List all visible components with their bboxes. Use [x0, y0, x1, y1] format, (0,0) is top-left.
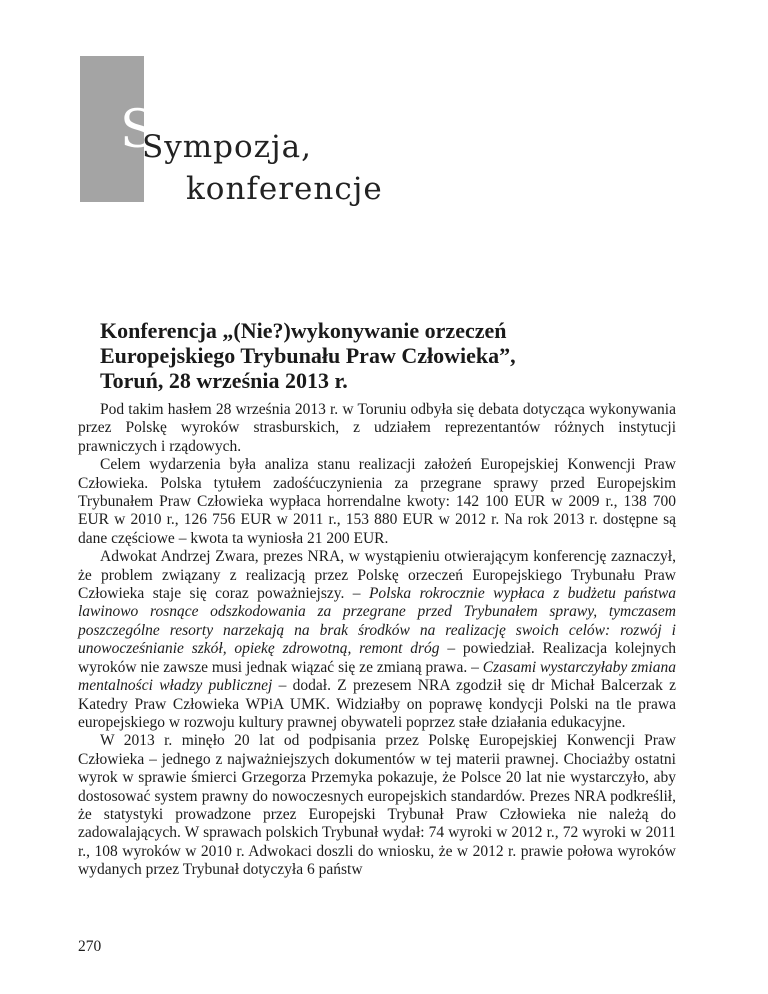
article-body [78, 401, 676, 880]
quote-italic-2: Czasami wystarczyłaby zmiana mentalności władzy publicznej [78, 658, 676, 695]
section-initial-letter: S [120, 100, 156, 160]
article-title [100, 318, 516, 393]
paragraph-3-part-b: – powiedział. Realizacja kolejnych wyroków nie zawsze musi jednak wiązać się ze zmianą prawa. – [78, 640, 676, 676]
paragraph-1: Pod takim hasłem 28 września 2013 r. w Toruniu odbyła się debata dotycząca wykonywania przez Polskę wyroków strasburskich, z udziałem reprezentantów różnych instytucji prawniczych i rządowych. [78, 401, 676, 455]
article-title-line2: Europejskiego Trybunału Praw Człowieka”, [100, 343, 516, 368]
section-title-line1: Sympozja, [142, 129, 312, 165]
paragraph-3-part-a: Adwokat Andrzej Zwara, prezes NRA, w wystąpieniu otwierającym konferencję zaznaczył, że problem związany z realizacją przez Polskę orzeczeń Europejskiego Trybunału Praw Człowieka staje się coraz poważniejszy. – [78, 548, 676, 603]
article-title-line3: Toruń, 28 września 2013 r. [100, 368, 348, 393]
paragraph-2: Celem wydarzenia była analiza stanu realizacji założeń Europejskiej Konwencji Praw Człowieka. Polska tytułem zadośćuczynienia za przegrane sprawy przed Europejskim Trybunałem Praw Człowieka wypłaca horrendalne kwoty: 142 100 EUR w 2009 r., 138 700 EUR w 2010 r., 126 756 EUR w 2011 r., 153 880 EUR w 2012 r. Na rok 2013 r. dostępne są dane częściowe – kwota ta wyniosła 21 200 EUR. [78, 456, 676, 547]
paragraph-3 [78, 548, 676, 732]
section-title [142, 126, 383, 210]
quote-italic-1: Polska rokrocznie wypłaca z budżetu państwa lawinowo rosnące odszkodowania za przegrane przed Trybunałem sprawy, tymczasem poszczególne resorty narzekają na brak środków na realizację swoich celów: rozwój i unowocześnianie szkół, opiekę zdrowotną, remont dróg [78, 585, 676, 658]
paragraph-3-part-c: – dodał. Z prezesem NRA zgodził się dr Michał Balcerzak z Katedry Praw Człowieka WPiA UMK. Widziałby on poprawę kondycji Polski na tle prawa europejskiego w rozwoju kultury prawnej obywateli poprzez stałe działania edukacyjne. [78, 677, 676, 731]
paragraph-4: W 2013 r. minęło 20 lat od podpisania przez Polskę Europejskiej Konwencji Praw Człowieka – jednego z najważniejszych dokumentów w tej materii prawnej. Chociażby ostatni wyrok w sprawie śmierci Grzegorza Przemyka pokazuje, że Polsce 20 lat nie wystarczyło, aby dostosować system prawny do nowoczesnych europejskich standardów. Prezes NRA podkreślił, że statystyki prowadzone przez Europejski Trybunał Praw Człowieka nie należą do zadowalających. W sprawach polskich Trybunał wydał: 74 wyroki w 2012 r., 72 wyroki w 2011 r., 108 wyroków w 2010 r. Adwokaci doszli do wniosku, że w 2012 r. prawie połowa wyroków wydanych przez Trybunał dotyczyła 6 państw [78, 732, 676, 879]
section-title-line2: konferencje [186, 171, 383, 207]
article-title-line1: Konferencja „(Nie?)wykonywanie orzeczeń [100, 318, 507, 343]
page-number: 270 [78, 938, 102, 955]
